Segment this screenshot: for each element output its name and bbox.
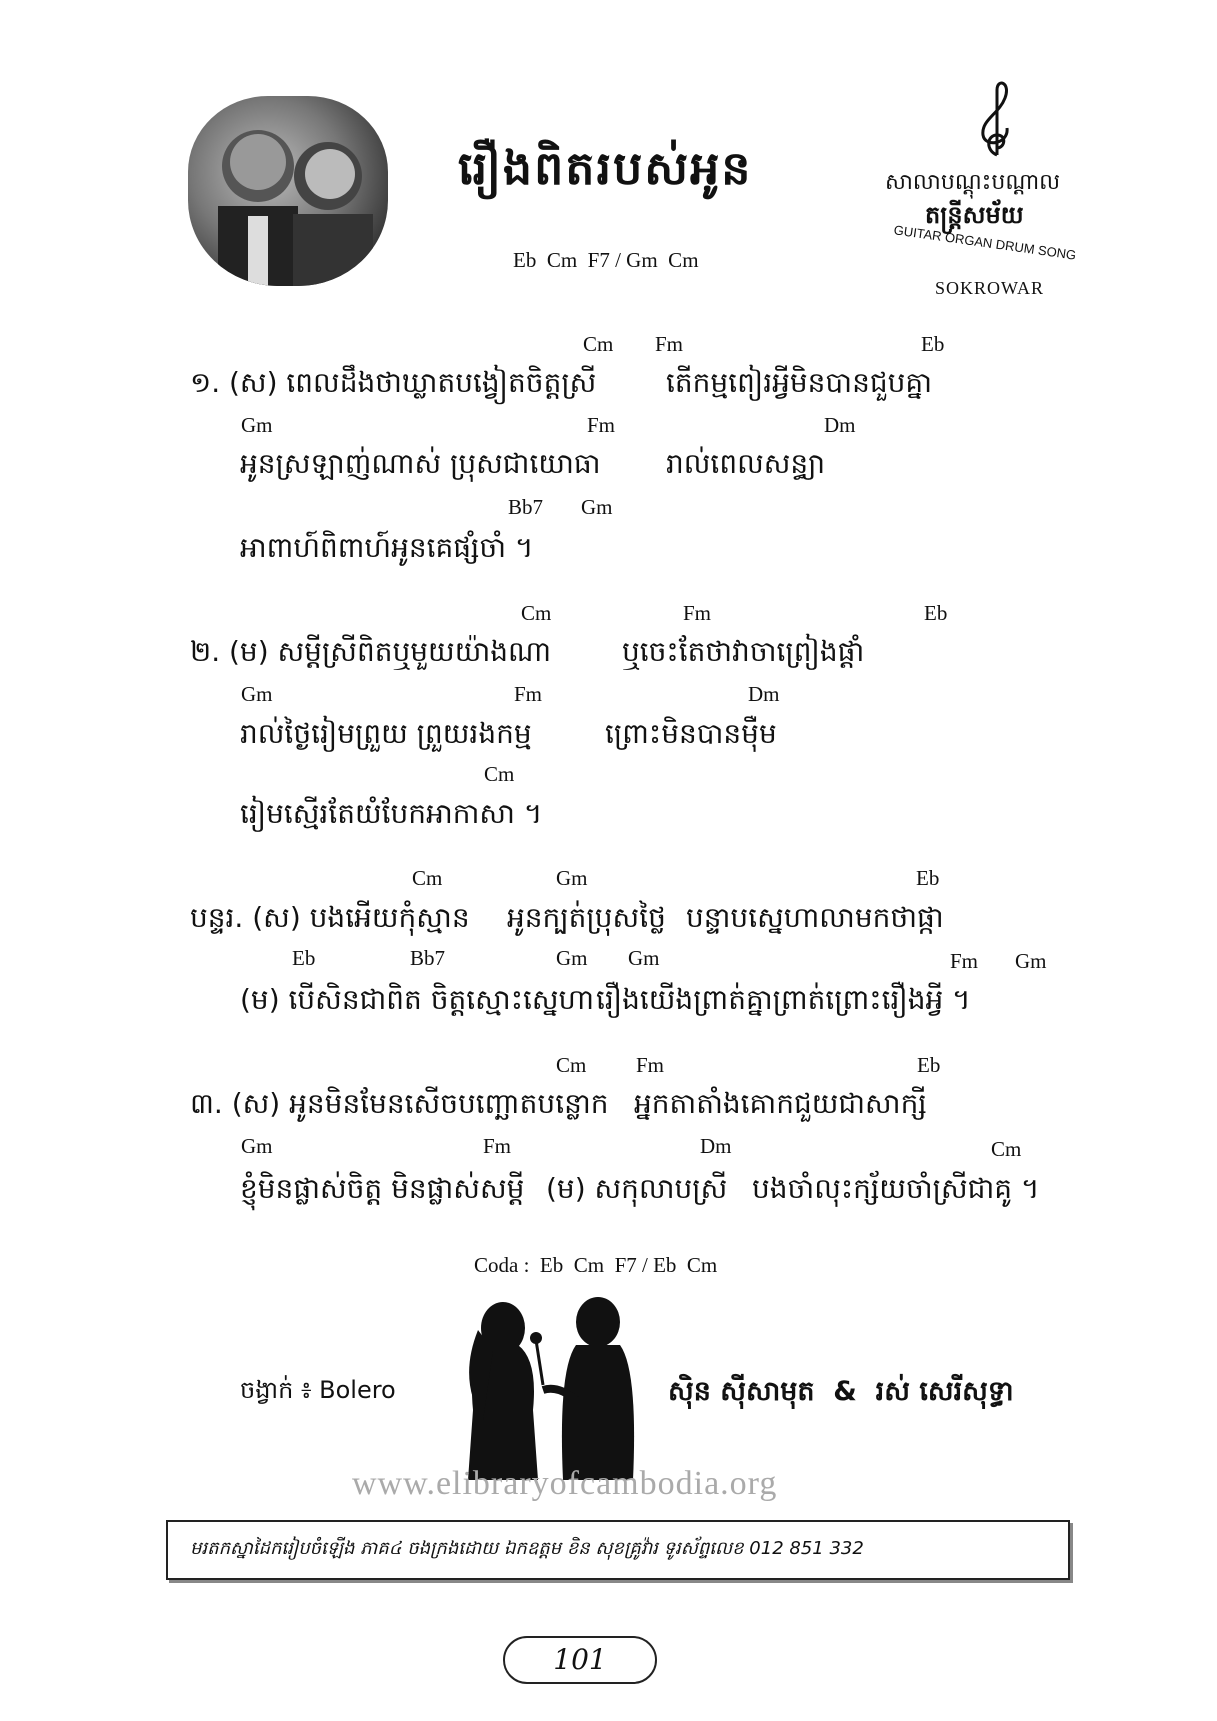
chord: Fm (483, 1134, 512, 1158)
lyric-line: ២. (ម) សម្តីស្រីពិតឬមួយយ៉ាងណា (190, 635, 552, 668)
lyric-line: ឬចេះតែថាវាចាព្រៀងផ្តាំ (622, 635, 865, 668)
chord: Gm (556, 866, 588, 890)
lyric-line: អូនក្បត់ប្រុសថ្លៃ (507, 901, 666, 934)
lyric-line: តើកម្មពៀរអ្វីមិនបានជួបគ្នា (666, 366, 933, 399)
lyric-line: រៀមស្មើរតែយំបែកអាកាសា ។ (240, 797, 543, 830)
chord: Fm (587, 413, 616, 437)
chord: Cm (991, 1137, 1022, 1161)
lyric-line: រាល់ថ្ងៃរៀមព្រួយ ព្រួយរងកម្ម (240, 717, 532, 750)
logo-school-text: សាលាបណ្តុះបណ្តាល (885, 170, 1061, 195)
lyric-line: អ្នកតាតាំងគោកជួយជាសាក្សី (634, 1087, 927, 1120)
footer-text: មរតកស្នាដៃករៀបចំឡើង ភាគ៤ ចងក្រងដោយ ឯកឧត្តម ខិន សុខគ្រូវ៉ារ ទូរស័ព្ទលេខ 012 851 332 (190, 1538, 864, 1559)
chord: Dm (824, 413, 856, 437)
chord: Gm (1015, 949, 1047, 973)
chord: Fm (683, 601, 712, 625)
chord: Cm (521, 601, 552, 625)
chord: Eb (916, 866, 940, 890)
chord: Eb (292, 946, 316, 970)
footer-box (166, 1520, 1070, 1580)
lyric-line: ១. (ស) ពេលដឹងថាឃ្លាតបង្វៀតចិត្តស្រី (190, 366, 597, 399)
chord: Fm (655, 332, 684, 356)
logo-brand: SOKROWAR (935, 278, 1045, 298)
chord: Dm (748, 682, 780, 706)
school-logo (885, 80, 1085, 310)
chord: Eb (921, 332, 945, 356)
lyric-line: រឿងយើងព្រាត់គ្នាព្រាត់ព្រោះរឿងអ្វី ។ (596, 983, 971, 1016)
chord: Fm (636, 1053, 665, 1077)
chord: Gm (241, 413, 273, 437)
chord: Fm (514, 682, 543, 706)
lyric-line: ខ្ញុំមិនផ្លាស់ចិត្ត មិនផ្លាស់សម្តី (240, 1172, 525, 1205)
chord: Cm (484, 762, 515, 786)
lyric-line: (ម) បើសិនជាពិត ចិត្តស្មោះស្នេហា (240, 983, 595, 1016)
coda-line: Coda : Eb Cm F7 / Eb Cm (474, 1253, 718, 1277)
chord: Cm (556, 1053, 587, 1077)
lyric-line: ៣. (ស) អូនមិនមែនសើចបញ្ឆោតបន្លោក (190, 1087, 609, 1120)
intro-chords: Eb Cm F7 / Gm Cm (513, 248, 699, 272)
lyric-line: បន្ទាបស្នេហាលាមកថាផ្កា (686, 901, 944, 934)
chord: Gm (581, 495, 613, 519)
website-watermark: www.elibraryofcambodia.org (352, 1465, 778, 1502)
chord: Gm (241, 1134, 273, 1158)
singers-portrait-icon (188, 96, 388, 286)
chord: Bb7 (508, 495, 544, 519)
chord: Cm (583, 332, 614, 356)
chord: Gm (241, 682, 273, 706)
lyric-line: ព្រោះមិនបានម៉ឺម (605, 717, 777, 750)
chord: Gm (556, 946, 588, 970)
chord: Eb (924, 601, 948, 625)
song-title: រឿងពិតរបស់អូន (458, 141, 753, 195)
couple-silhouette-icon (448, 1290, 648, 1480)
page-number: 101 (503, 1636, 657, 1684)
treble-clef-icon (975, 80, 1015, 160)
chord: Gm (628, 946, 660, 970)
logo-arc-text: GUITAR ORGAN DRUM SONG (892, 222, 1078, 263)
lyric-line: បងចាំលុះក្ស័យចាំស្រីជាគូ ។ (752, 1172, 1040, 1205)
header-photo (188, 96, 388, 286)
lyric-line: (ម) សកុលាបស្រី (546, 1172, 728, 1205)
logo-music-text: តន្ត្រីសម័យ (925, 201, 1024, 229)
chord: Dm (700, 1134, 732, 1158)
lyric-line: អាពាហ៍ពិពាហ៍អូនគេផ្សំចាំ ។ (240, 531, 534, 564)
singers-credit: ស៊ិន ស៊ីសាមុត & រស់ សេរីសុទ្ធា (668, 1376, 1014, 1407)
lyric-line: រាល់ពេលសន្ធ្យា (666, 447, 826, 480)
lyric-line: អូនស្រឡាញ់ណាស់ ប្រុសជាយោធា (240, 447, 601, 480)
chord: Fm (950, 949, 979, 973)
rhythm-label: ចង្វាក់ ៖ Bolero (240, 1376, 396, 1404)
chord: Cm (412, 866, 443, 890)
chord: Eb (917, 1053, 941, 1077)
chord: Bb7 (410, 946, 446, 970)
lyric-line: បន្ទរ. (ស) បងអើយកុំស្មាន (190, 901, 470, 934)
